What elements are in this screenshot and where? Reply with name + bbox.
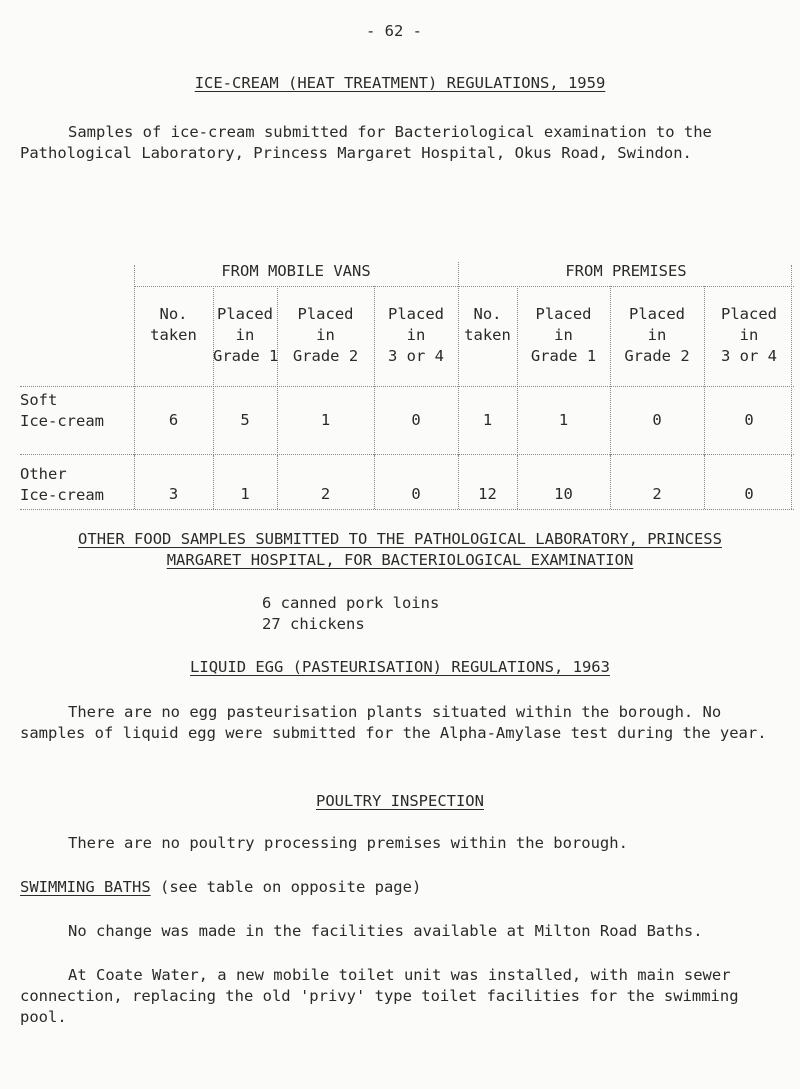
table-rule bbox=[20, 386, 794, 387]
other-food-heading-line-1: OTHER FOOD SAMPLES SUBMITTED TO THE PATHOLOGICAL LABORATORY, PRINCESS bbox=[78, 530, 722, 548]
table-rule bbox=[134, 286, 794, 287]
table-cell: 1 bbox=[240, 485, 250, 503]
swimming-heading-line bbox=[20, 878, 421, 896]
table-rule bbox=[791, 455, 792, 509]
page-number: - 62 - bbox=[366, 22, 422, 40]
column-header: Placed in Grade 1 bbox=[530, 305, 597, 365]
other-food-item: 6 canned pork loins bbox=[262, 594, 440, 612]
table-cell: 0 bbox=[411, 485, 421, 503]
table-rule bbox=[213, 455, 214, 509]
column-header: No. taken bbox=[464, 305, 511, 344]
table-rule bbox=[517, 455, 518, 509]
group-header-mobile-vans: FROM MOBILE VANS bbox=[221, 262, 371, 280]
table-rule bbox=[704, 455, 705, 509]
column-header: Placed in 3 or 4 bbox=[388, 305, 444, 365]
column-header: Placed in Grade 1 bbox=[213, 305, 279, 365]
table-cell: 0 bbox=[744, 485, 754, 503]
swimming-para-2: At Coate Water, a new mobile toilet unit was installed, with main sewer connection, replacing the old 'privy' type toilet facilities for the swimming pool. bbox=[20, 966, 739, 1026]
table-cell: 1 bbox=[320, 411, 331, 429]
column-header: Placed in Grade 2 bbox=[292, 305, 359, 365]
table-cell: 10 bbox=[554, 485, 573, 503]
ice-cream-intro: Samples of ice-cream submitted for Bacteriological examination to the Pathological Laboratory, Princess Margaret Hospital, Okus Road, Swindon. bbox=[20, 123, 712, 162]
swimming-para-1: No change was made in the facilities available at Milton Road Baths. bbox=[68, 922, 703, 940]
row-label-soft-ice-cream: Soft Ice-cream bbox=[20, 391, 104, 430]
table-cell: 5 bbox=[240, 411, 250, 429]
table-cell: 1 bbox=[558, 411, 569, 429]
row-label-other-ice-cream: Other Ice-cream bbox=[20, 465, 104, 504]
table-cell: 0 bbox=[411, 411, 421, 429]
table-cell: 12 bbox=[478, 485, 497, 503]
swimming-heading: SWIMMING BATHS bbox=[20, 878, 151, 896]
table-rule bbox=[610, 455, 611, 509]
table-rule bbox=[134, 455, 135, 509]
table-cell: 0 bbox=[652, 411, 662, 429]
column-header: Placed in 3 or 4 bbox=[721, 305, 777, 365]
table-cell: 0 bbox=[744, 411, 754, 429]
poultry-text: There are no poultry processing premises within the borough. bbox=[68, 834, 628, 852]
table-rule bbox=[20, 454, 794, 455]
table-rule bbox=[20, 509, 794, 510]
table-rule bbox=[374, 455, 375, 509]
swimming-heading-suffix: (see table on opposite page) bbox=[150, 878, 422, 896]
ice-cream-heading: ICE-CREAM (HEAT TREATMENT) REGULATIONS, 1959 bbox=[194, 74, 606, 92]
other-food-heading-line-2: MARGARET HOSPITAL, FOR BACTERIOLOGICAL EXAMINATION bbox=[166, 551, 634, 569]
poultry-heading: POULTRY INSPECTION bbox=[316, 792, 484, 810]
column-header: No. taken bbox=[150, 305, 197, 344]
liquid-egg-heading: LIQUID EGG (PASTEURISATION) REGULATIONS, 1963 bbox=[190, 658, 610, 676]
table-cell: 6 bbox=[168, 411, 179, 429]
table-cell: 2 bbox=[652, 485, 662, 503]
liquid-egg-text: There are no egg pasteurisation plants situated within the borough. No samples of liquid egg were submitted for the Alpha-Amylase test during the year. bbox=[20, 703, 767, 742]
table-rule bbox=[277, 455, 278, 509]
table-rule bbox=[458, 455, 459, 509]
table-cell: 3 bbox=[168, 485, 179, 503]
table-cell: 2 bbox=[320, 485, 331, 503]
group-header-premises: FROM PREMISES bbox=[565, 262, 687, 280]
column-header: Placed in Grade 2 bbox=[624, 305, 690, 365]
other-food-item: 27 chickens bbox=[262, 615, 365, 633]
table-cell: 1 bbox=[482, 411, 493, 429]
